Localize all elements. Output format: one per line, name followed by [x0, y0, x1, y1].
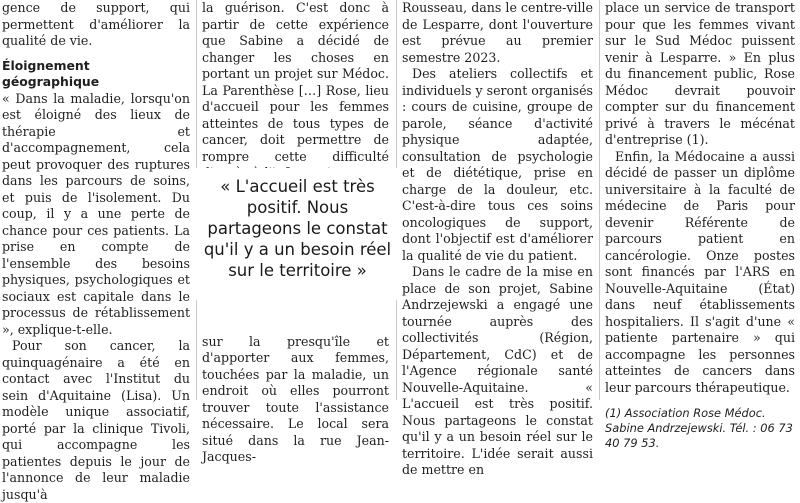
paragraph: Pour son cancer, la quinquagénaire a été en contact avec l'Institut du sein d'Aquitaine (Lisa). Un modèle unique associatif, porté par la clinique Tivoli, qui accompagne les patientes depuis le jour de l'annonce de leur maladie jusqu'à [2, 338, 190, 502]
paragraph: Dans le cadre de la mise en place de son projet, Sabine Andrzejewski a engagé une tournée auprès des collectivités (Région, Département, CdC) et de l'Agence régionale santé Nouvelle-Aquitaine. « L'accueil est très positif. Nous partageons le constat qu'il y a un besoin réel sur le territoire. L'idée serait aussi de mettre en [402, 264, 593, 477]
paragraph: gence de support, qui permettent d'améliorer la qualité de vie. [2, 0, 190, 48]
paragraph: Enfin, la Médocaine a aussi décidé de passer un diplôme universitaire à la faculté de médecine de Paris pour devenir Référente de parcours patient en cancérologie. Onze postes sont financés par l'ARS en Nouvelle-Aquitaine (État) dans neuf établissements hospitaliers. Il s'agit d'une « patiente partenaire » qui accompagne les personnes atteintes de cancers dans leur parcours thérapeutique. [605, 148, 795, 395]
pull-quote-text: « L'accueil est très positif. Nous partageons le constat qu'il y a un besoin réel sur le territoire » [203, 177, 392, 280]
paragraph: Rousseau, dans le centre-ville de Lesparre, dont l'ouverture est prévue au premier semestre 2023. [402, 0, 593, 65]
column-divider [599, 0, 600, 400]
footnote: (1) Association Rose Médoc. Sabine Andrzejewski. Tél. : 06 73 40 79 53. [605, 406, 793, 450]
paragraph: « Dans la maladie, lorsqu'on est éloigné des lieux de thérapie et d'accompagnement, cela peut provoquer des ruptures dans les parcours de soins, et puis de l'isolement. Du coup, il y a une perte de chance pour ces patients. La prise en compte de l'ensemble des besoins physiques, psychologiques et sociaux est capitale dans le processus de rétablissement », explique-t-elle. [2, 90, 190, 337]
paragraph: la guérison. C'est donc à partir de cette expérience que Sabine a décidé de changer les choses en portant un projet sur Médoc. La Parenthèse […] Rose, lieu d'accueil pour les femmes atteintes de tous types de cancer, doit permettre de rompre cette difficulté [202, 0, 389, 164]
article-column-3 [402, 0, 593, 477]
section-subheading: Éloignement géographique [2, 57, 100, 89]
article-column-1 [2, 0, 190, 502]
paragraph: place un service de transport pour que les femmes vivant sur le Sud Médoc puissent venir à Lesparre. » En plus du financement public, Rose Médoc devrait pouvoir compter sur du financement privé à travers le mécénat d'entreprise (1). [605, 0, 795, 147]
pull-quote [196, 168, 399, 300]
article-column-4 [605, 0, 795, 450]
paragraph: Des ateliers collectifs et individuels y seront organisés : cours de cuisine, groupe de parole, séance d'activité physique adaptée, consultation de psychologie et de diététique, prise en charge de la douleur, etc. C'est-à-dire tous ces soins oncologiques de support, dont l'objectif est d'améliorer la qualité de vie du patient. [402, 66, 593, 263]
paragraph: sur la presqu'île et d'apporter aux femmes, touchées par la maladie, un endroit où elles pourront trouver toute l'assistance nécessaire. Le local sera situé dans la rue Jean-Jacques- [202, 333, 389, 464]
